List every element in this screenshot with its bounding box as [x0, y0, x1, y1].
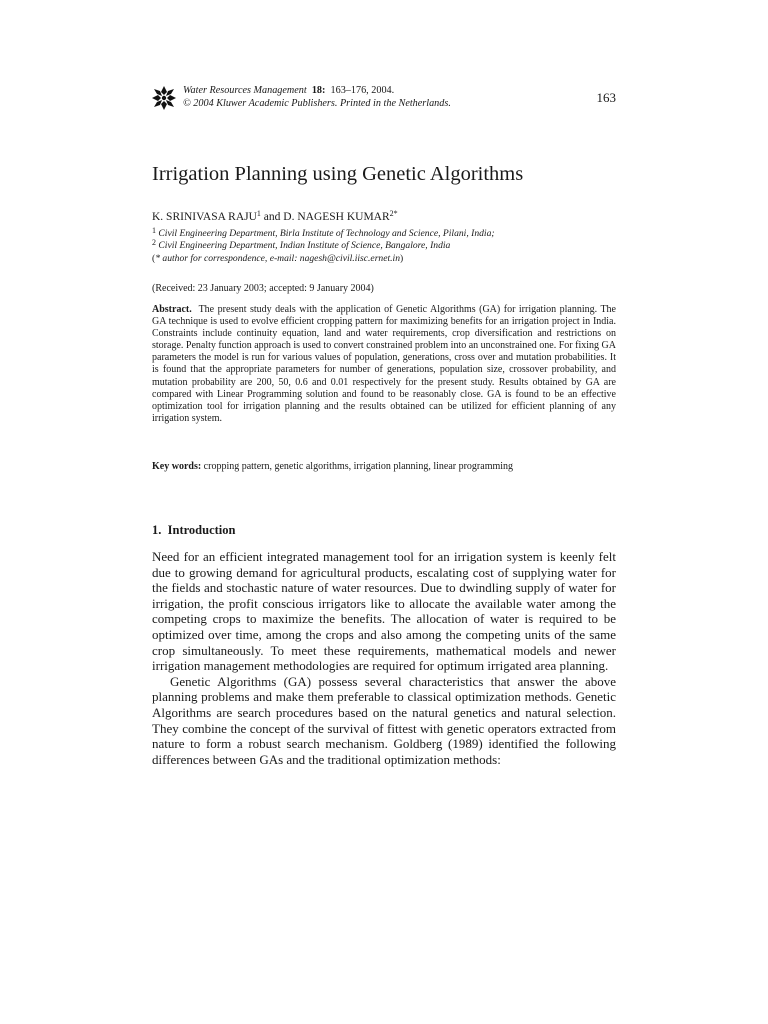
abstract-text: The present study deals with the application of Genetic Algorithms (GA) for irrigation planning. The GA technique is used to evolve efficient cropping pattern for maximizing benefits for an irrigation project in India. Constraints include continuity equation, land and water requirements, crop diversification and restrictions on storage. Penalty function approach is used to convert constrained problem into an unconstrained one. For fixing GA parameters the model is run for various values of population, generations, cross over and mutation probabilities. It is found that the appropriate parameters for number of generations, population size, crossover probability, and mutation probability are 200, 50, 0.6 and 0.01 respectively for the present study. Results obtained by GA are compared with Linear Programming solution and found to be reasonably close. GA is found to be an effective optimization tool for irrigation planning and the results obtained can be utilized for efficient planning of any irrigation system.	[152, 304, 616, 424]
affiliation-1	[152, 228, 495, 240]
abstract-label: Abstract.	[152, 304, 192, 315]
journal-citation	[183, 84, 451, 110]
author-1-name: K. SRINIVASA RAJU	[152, 211, 257, 223]
author-conjunction: and	[260, 211, 284, 223]
author-1-sup: 1	[256, 209, 261, 218]
received-dates: (Received: 23 January 2003; accepted: 9 January 2004)	[152, 283, 374, 294]
affiliation-1-sup: 1	[152, 226, 156, 235]
keywords	[152, 460, 513, 473]
correspondence-note: (* author for correspondence, e-mail: nagesh@civil.iisc.ernet.in)	[152, 252, 404, 264]
copyright-line: © 2004 Kluwer Academic Publishers. Printed in the Netherlands.	[183, 98, 451, 109]
keywords-text: cropping pattern, genetic algorithms, irrigation planning, linear programming	[203, 461, 514, 472]
affiliation-1-text: Civil Engineering Department, Birla Institute of Technology and Science, Pilani, India;	[158, 228, 495, 239]
body-paragraph-2: Genetic Algorithms (GA) possess several characteristics that answer the above planning problems and make them preferable to classical optimization methods. Genetic Algorithms are search procedures based on the natural genetics and natural selection. They combine the concept of the survival of fittest with genetic operators extracted from nature to form a robust search mechanism. Goldberg (1989) identified the following differences between GAs and the traditional optimization methods:	[152, 673, 616, 767]
keywords-label: Key words:	[152, 461, 202, 472]
author-line	[152, 210, 398, 224]
page-number: 163	[596, 90, 616, 105]
abstract	[152, 304, 616, 425]
affiliation-2-text: Civil Engineering Department, Indian Institute of Science, Bangalore, India	[158, 240, 451, 252]
journal-volume: 18:	[311, 85, 326, 96]
publisher-logo-icon	[152, 86, 176, 110]
journal-line-1	[183, 84, 451, 97]
author-2-sup: 2*	[389, 209, 398, 218]
affiliation-2-sup: 2	[152, 238, 156, 248]
affiliation-2	[152, 240, 495, 252]
section-body	[152, 549, 616, 767]
correspondence-text: * author for correspondence, e-mail: nagesh@civil.iisc.ernet.in	[155, 252, 401, 264]
journal-name: Water Resources Management	[183, 85, 307, 96]
journal-pages-year: 163–176, 2004.	[330, 85, 395, 96]
author-2-name: D. NAGESH KUMAR	[283, 211, 390, 223]
body-paragraph-1: Need for an efficient integrated management tool for an irrigation system is keenly felt due to growing demand for agricultural products, escalating cost of supplying water for the fields and stochastic nature of water resources. Due to dwindling supply of water for irrigation, the profit conscious irrigators like to allocate the available water among the competing crops to maximize the benefits. The allocation of water is required to be optimized over time, among the crops and also among the competing units of the same crop simultaneously. To meet these requirements, mathematical models and newer irrigation management methodologies are required for optimum irrigated area planning.	[152, 549, 616, 674]
journal-header	[152, 84, 616, 120]
paper-title: Irrigation Planning using Genetic Algorithms	[152, 163, 524, 185]
section-heading: 1. Introduction	[152, 523, 236, 537]
affiliations	[152, 228, 495, 265]
